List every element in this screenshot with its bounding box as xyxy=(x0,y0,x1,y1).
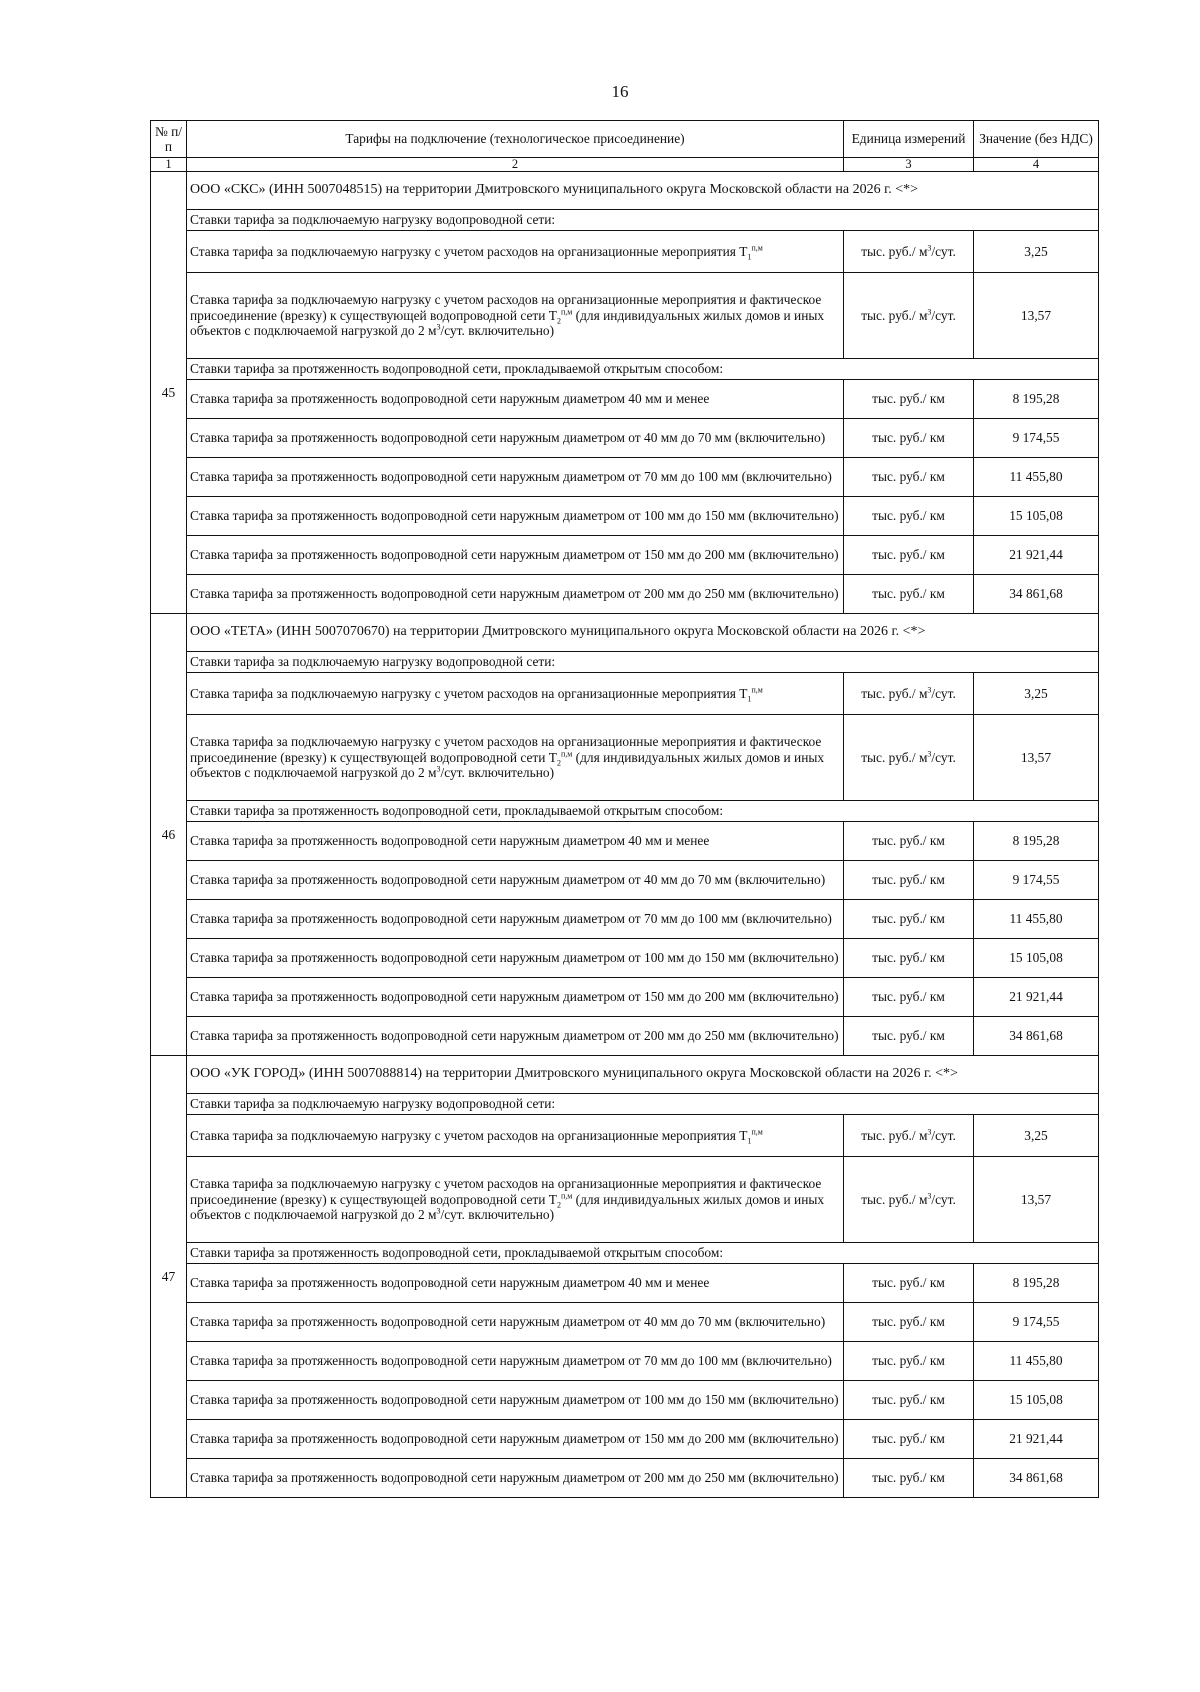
table-row xyxy=(151,1017,1099,1056)
table-row xyxy=(151,1381,1099,1420)
length-rate-unit: тыс. руб./ км xyxy=(844,939,974,978)
length-rate-unit: тыс. руб./ км xyxy=(844,861,974,900)
t2-text-superscript: 3 xyxy=(436,322,441,332)
length-rate-description: Ставка тарифа за протяженность водопроводной сети наружным диаметром от 70 мм до 100 мм (включительно) xyxy=(187,900,844,939)
unit-text: тыс. руб./ м xyxy=(861,685,928,701)
length-rate-unit: тыс. руб./ км xyxy=(844,1264,974,1303)
t2-unit xyxy=(844,1157,974,1243)
section-index: 47 xyxy=(151,1056,187,1498)
length-rate-description: Ставка тарифа за протяженность водопроводной сети наружным диаметром от 150 мм до 200 мм (включительно) xyxy=(187,1420,844,1459)
section-index: 46 xyxy=(151,614,187,1056)
length-rate-description: Ставка тарифа за протяженность водопроводной сети наружным диаметром от 200 мм до 250 мм (включительно) xyxy=(187,1459,844,1498)
org-row xyxy=(151,172,1099,210)
header-num: № п/п xyxy=(151,121,187,158)
t1-unit xyxy=(844,673,974,715)
length-rate-unit: тыс. руб./ км xyxy=(844,1303,974,1342)
length-rate-description: Ставка тарифа за протяженность водопроводной сети наружным диаметром от 200 мм до 250 мм (включительно) xyxy=(187,1017,844,1056)
length-rate-value: 15 105,08 xyxy=(974,497,1099,536)
t2-value: 13,57 xyxy=(974,273,1099,359)
length-rate-unit: тыс. руб./ км xyxy=(844,380,974,419)
length-rate-unit: тыс. руб./ км xyxy=(844,1459,974,1498)
t1-subscript: 1 xyxy=(747,252,752,262)
table-row xyxy=(151,419,1099,458)
t2-text-end: /сут. включительно) xyxy=(440,323,555,339)
unit-text: тыс. руб./ м xyxy=(861,749,928,765)
header-index-4: 4 xyxy=(974,158,1099,172)
t1-text: Ставка тарифа за подключаемую нагрузку с учетом расходов на организационные мероприятия T xyxy=(190,685,748,701)
length-rate-value: 34 861,68 xyxy=(974,575,1099,614)
table-row xyxy=(151,673,1099,715)
t2-text: Ставка тарифа за подключаемую нагрузку с учетом расходов на организационные мероприятия и фактическое присоединение (врезку) к существующей водопроводной сети T xyxy=(190,1176,822,1207)
length-heading-row xyxy=(151,801,1099,822)
table-row xyxy=(151,1420,1099,1459)
table-row xyxy=(151,1459,1099,1498)
table-row xyxy=(151,1157,1099,1243)
unit-text-suffix: /сут. xyxy=(931,685,956,701)
load-heading: Ставки тарифа за подключаемую нагрузку водопроводной сети: xyxy=(187,210,1099,231)
t2-value: 13,57 xyxy=(974,715,1099,801)
length-rate-description: Ставка тарифа за протяженность водопроводной сети наружным диаметром от 100 мм до 150 мм (включительно) xyxy=(187,497,844,536)
length-rate-value: 8 195,28 xyxy=(974,380,1099,419)
unit-text-suffix: /сут. xyxy=(931,1191,956,1207)
length-rate-unit: тыс. руб./ км xyxy=(844,1420,974,1459)
length-rate-description: Ставка тарифа за протяженность водопроводной сети наружным диаметром 40 мм и менее xyxy=(187,1264,844,1303)
unit-text: тыс. руб./ м xyxy=(861,243,928,259)
unit-text-suffix: /сут. xyxy=(931,307,956,323)
table-row xyxy=(151,231,1099,273)
table-row xyxy=(151,861,1099,900)
length-rate-value: 34 861,68 xyxy=(974,1459,1099,1498)
header-index-2: 2 xyxy=(187,158,844,172)
t1-description xyxy=(187,231,844,273)
length-rate-value: 8 195,28 xyxy=(974,822,1099,861)
length-rate-unit: тыс. руб./ км xyxy=(844,419,974,458)
table-body xyxy=(151,172,1099,1498)
t1-unit xyxy=(844,231,974,273)
length-rate-unit: тыс. руб./ км xyxy=(844,978,974,1017)
t2-subscript: 2 xyxy=(556,1200,561,1210)
table-row xyxy=(151,536,1099,575)
t2-text-end: /сут. включительно) xyxy=(440,1207,555,1223)
length-rate-value: 34 861,68 xyxy=(974,1017,1099,1056)
load-heading-row xyxy=(151,1094,1099,1115)
table-row xyxy=(151,822,1099,861)
t1-text: Ставка тарифа за подключаемую нагрузку с учетом расходов на организационные мероприятия T xyxy=(190,243,748,259)
tariff-table xyxy=(150,120,1099,1498)
table-row xyxy=(151,1303,1099,1342)
length-rate-description: Ставка тарифа за протяженность водопроводной сети наружным диаметром от 200 мм до 250 мм (включительно) xyxy=(187,575,844,614)
unit-text: тыс. руб./ м xyxy=(861,1191,928,1207)
length-rate-description: Ставка тарифа за протяженность водопроводной сети наружным диаметром от 40 мм до 70 мм (включительно) xyxy=(187,419,844,458)
header-title: Тарифы на подключение (технологическое присоединение) xyxy=(187,121,844,158)
length-rate-description: Ставка тарифа за протяженность водопроводной сети наружным диаметром от 40 мм до 70 мм (включительно) xyxy=(187,1303,844,1342)
t2-text-superscript: 3 xyxy=(436,1206,441,1216)
t2-subscript: 2 xyxy=(556,316,561,326)
length-rate-unit: тыс. руб./ км xyxy=(844,1017,974,1056)
length-rate-value: 11 455,80 xyxy=(974,458,1099,497)
length-rate-value: 9 174,55 xyxy=(974,419,1099,458)
length-rate-description: Ставка тарифа за протяженность водопроводной сети наружным диаметром от 100 мм до 150 мм (включительно) xyxy=(187,1381,844,1420)
length-rate-description: Ставка тарифа за протяженность водопроводной сети наружным диаметром от 100 мм до 150 мм (включительно) xyxy=(187,939,844,978)
org-title: ООО «ТЕТА» (ИНН 5007070670) на территории Дмитровского муниципального округа Московской области на 2026 г. <*> xyxy=(187,614,1099,652)
t2-unit xyxy=(844,715,974,801)
length-rate-description: Ставка тарифа за протяженность водопроводной сети наружным диаметром от 70 мм до 100 мм (включительно) xyxy=(187,1342,844,1381)
t2-text-superscript: 3 xyxy=(436,764,441,774)
length-rate-unit: тыс. руб./ км xyxy=(844,900,974,939)
length-rate-value: 21 921,44 xyxy=(974,536,1099,575)
t2-description xyxy=(187,1157,844,1243)
length-rate-description: Ставка тарифа за протяженность водопроводной сети наружным диаметром от 70 мм до 100 мм (включительно) xyxy=(187,458,844,497)
length-heading: Ставки тарифа за протяженность водопроводной сети, прокладываемой открытым способом: xyxy=(187,1243,1099,1264)
t2-unit xyxy=(844,273,974,359)
table-row xyxy=(151,273,1099,359)
length-heading: Ставки тарифа за протяженность водопроводной сети, прокладываемой открытым способом: xyxy=(187,359,1099,380)
unit-text-suffix: /сут. xyxy=(931,1127,956,1143)
length-rate-value: 9 174,55 xyxy=(974,1303,1099,1342)
length-rate-description: Ставка тарифа за протяженность водопроводной сети наружным диаметром 40 мм и менее xyxy=(187,822,844,861)
t1-value: 3,25 xyxy=(974,1115,1099,1157)
unit-superscript: 3 xyxy=(927,1127,932,1137)
page-number: 16 xyxy=(611,82,629,101)
load-heading: Ставки тарифа за подключаемую нагрузку водопроводной сети: xyxy=(187,1094,1099,1115)
length-rate-description: Ставка тарифа за протяженность водопроводной сети наружным диаметром от 150 мм до 200 мм (включительно) xyxy=(187,536,844,575)
unit-superscript: 3 xyxy=(927,749,932,759)
length-rate-value: 11 455,80 xyxy=(974,900,1099,939)
header-unit: Единица измерений xyxy=(844,121,974,158)
length-rate-value: 21 921,44 xyxy=(974,1420,1099,1459)
table-row xyxy=(151,575,1099,614)
table-row xyxy=(151,458,1099,497)
load-heading-row xyxy=(151,652,1099,673)
unit-text: тыс. руб./ м xyxy=(861,1127,928,1143)
t2-superscript: п,м xyxy=(560,307,573,317)
table-row xyxy=(151,978,1099,1017)
length-rate-unit: тыс. руб./ км xyxy=(844,1342,974,1381)
unit-text: тыс. руб./ м xyxy=(861,307,928,323)
table-row xyxy=(151,380,1099,419)
table-row xyxy=(151,939,1099,978)
t2-subscript: 2 xyxy=(556,758,561,768)
load-heading-row xyxy=(151,210,1099,231)
t2-text-end: /сут. включительно) xyxy=(440,765,555,781)
t1-description xyxy=(187,673,844,715)
unit-text-suffix: /сут. xyxy=(931,243,956,259)
t2-description xyxy=(187,273,844,359)
t2-text-middle: (для индивидуальных жилых домов и иных объектов с подключаемой нагрузкой до 2 м xyxy=(190,1191,825,1223)
length-rate-description: Ставка тарифа за протяженность водопроводной сети наружным диаметром 40 мм и менее xyxy=(187,380,844,419)
org-title: ООО «УК ГОРОД» (ИНН 5007088814) на территории Дмитровского муниципального округа Московской области на 2026 г. <*> xyxy=(187,1056,1099,1094)
length-rate-value: 8 195,28 xyxy=(974,1264,1099,1303)
table-row xyxy=(151,497,1099,536)
t1-value: 3,25 xyxy=(974,231,1099,273)
t1-superscript: п,м xyxy=(751,243,763,253)
table-row xyxy=(151,1115,1099,1157)
length-rate-description: Ставка тарифа за протяженность водопроводной сети наружным диаметром от 150 мм до 200 мм (включительно) xyxy=(187,978,844,1017)
table-row xyxy=(151,1264,1099,1303)
length-heading-row xyxy=(151,359,1099,380)
section-index: 45 xyxy=(151,172,187,614)
unit-superscript: 3 xyxy=(927,307,932,317)
t1-superscript: п,м xyxy=(751,685,763,695)
table-row xyxy=(151,900,1099,939)
length-rate-value: 15 105,08 xyxy=(974,939,1099,978)
t2-superscript: п,м xyxy=(560,749,573,759)
length-rate-unit: тыс. руб./ км xyxy=(844,536,974,575)
length-rate-unit: тыс. руб./ км xyxy=(844,1381,974,1420)
unit-superscript: 3 xyxy=(927,1191,932,1201)
length-heading: Ставки тарифа за протяженность водопроводной сети, прокладываемой открытым способом: xyxy=(187,801,1099,822)
length-rate-unit: тыс. руб./ км xyxy=(844,822,974,861)
t1-unit xyxy=(844,1115,974,1157)
header-value: Значение (без НДС) xyxy=(974,121,1099,158)
length-rate-value: 9 174,55 xyxy=(974,861,1099,900)
t1-description xyxy=(187,1115,844,1157)
org-title: ООО «СКС» (ИНН 5007048515) на территории Дмитровского муниципального округа Московской области на 2026 г. <*> xyxy=(187,172,1099,210)
t2-text-middle: (для индивидуальных жилых домов и иных объектов с подключаемой нагрузкой до 2 м xyxy=(190,749,825,781)
t2-text: Ставка тарифа за подключаемую нагрузку с учетом расходов на организационные мероприятия и фактическое присоединение (врезку) к существующей водопроводной сети T xyxy=(190,734,822,765)
t2-value: 13,57 xyxy=(974,1157,1099,1243)
length-rate-value: 11 455,80 xyxy=(974,1342,1099,1381)
t1-subscript: 1 xyxy=(747,694,752,704)
length-rate-description: Ставка тарифа за протяженность водопроводной сети наружным диаметром от 40 мм до 70 мм (включительно) xyxy=(187,861,844,900)
length-rate-value: 21 921,44 xyxy=(974,978,1099,1017)
length-rate-value: 15 105,08 xyxy=(974,1381,1099,1420)
table-row xyxy=(151,1342,1099,1381)
t1-superscript: п,м xyxy=(751,1127,763,1137)
org-row xyxy=(151,1056,1099,1094)
unit-superscript: 3 xyxy=(927,243,932,253)
t1-subscript: 1 xyxy=(747,1136,752,1146)
t2-description xyxy=(187,715,844,801)
header-index-1: 1 xyxy=(151,158,187,172)
org-row xyxy=(151,614,1099,652)
t2-text: Ставка тарифа за подключаемую нагрузку с учетом расходов на организационные мероприятия и фактическое присоединение (врезку) к существующей водопроводной сети T xyxy=(190,292,822,323)
load-heading: Ставки тарифа за подключаемую нагрузку водопроводной сети: xyxy=(187,652,1099,673)
table-row xyxy=(151,715,1099,801)
t1-text: Ставка тарифа за подключаемую нагрузку с учетом расходов на организационные мероприятия T xyxy=(190,1127,748,1143)
unit-superscript: 3 xyxy=(927,685,932,695)
length-rate-unit: тыс. руб./ км xyxy=(844,575,974,614)
length-rate-unit: тыс. руб./ км xyxy=(844,497,974,536)
header-index-3: 3 xyxy=(844,158,974,172)
t2-superscript: п,м xyxy=(560,1191,573,1201)
table-header xyxy=(151,121,1099,172)
length-rate-unit: тыс. руб./ км xyxy=(844,458,974,497)
length-heading-row xyxy=(151,1243,1099,1264)
unit-text-suffix: /сут. xyxy=(931,749,956,765)
t1-value: 3,25 xyxy=(974,673,1099,715)
t2-text-middle: (для индивидуальных жилых домов и иных объектов с подключаемой нагрузкой до 2 м xyxy=(190,307,825,339)
